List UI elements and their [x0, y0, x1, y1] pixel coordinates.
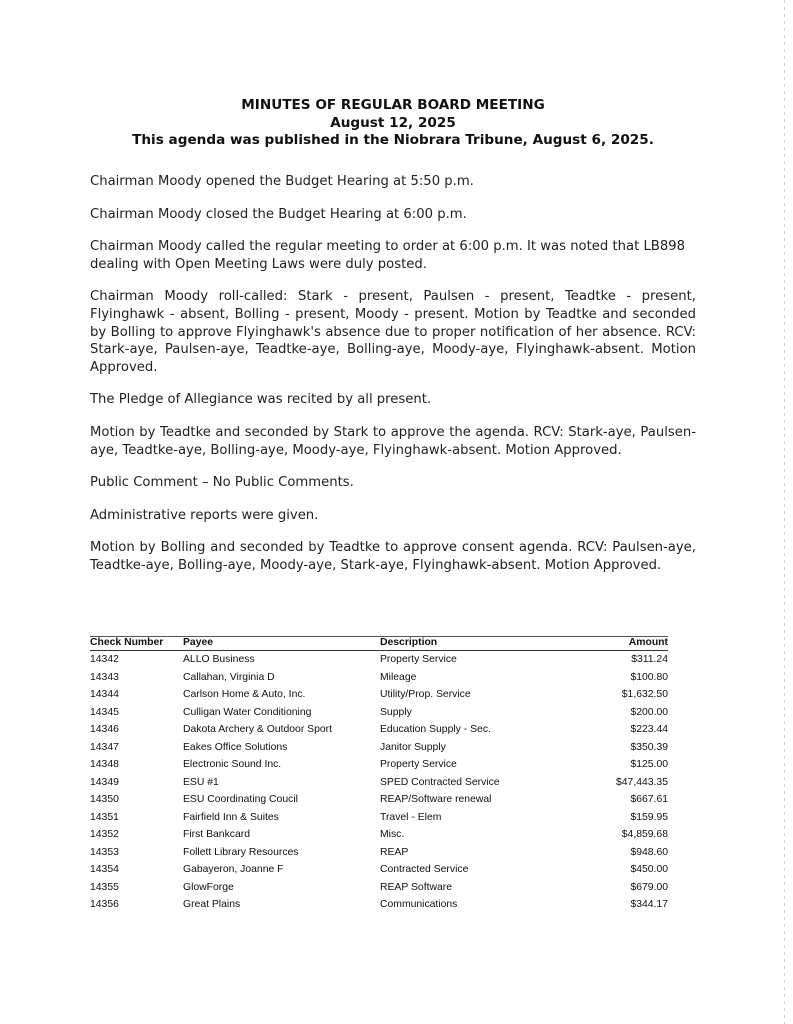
amount-cell: $344.17 [630, 899, 668, 911]
description-cell: Property Service [380, 654, 457, 666]
payee-cell: Culligan Water Conditioning [183, 706, 312, 718]
header-amount: Amount [580, 637, 668, 651]
payee-cell: Great Plains [183, 899, 241, 911]
paragraph-budget-open: Chairman Moody opened the Budget Hearing at 5:50 p.m. [90, 174, 474, 189]
payee-cell: First Bankcard [183, 829, 250, 841]
amount-cell: $679.00 [630, 881, 668, 893]
description-cell: Supply [380, 706, 412, 718]
table-row [90, 879, 668, 897]
paragraph-pledge: The Pledge of Allegiance was recited by all present. [90, 392, 432, 408]
amount-cell: $47,443.35 [615, 776, 668, 788]
check-number-cell: 14349 [90, 776, 119, 788]
header-description: Description [380, 637, 580, 651]
table-row [90, 756, 668, 774]
paragraph-admin-reports: Administrative reports were given. [90, 507, 319, 523]
payee-cell: Callahan, Virginia D [183, 671, 275, 683]
check-number-cell: 14346 [90, 724, 119, 736]
description-cell: Property Service [380, 759, 457, 771]
payee-cell: ESU Coordinating Coucil [183, 794, 298, 806]
table-row [90, 704, 668, 722]
check-number-cell: 14354 [90, 864, 119, 876]
description-cell: Communications [380, 899, 458, 911]
publication-notice: This agenda was published in the Niobrara Tribune, August 6, 2025. [132, 132, 654, 148]
description-cell: Mileage [380, 671, 417, 683]
paragraph-roll-call: Chairman Moody roll-called: Stark - present, Paulsen - present, Teadtke - present, Flyinghawk - absent, Bolling - present, Moody - present. Motion by Teadtke and seconded by Bolling to approve Flyinghawk's absence due to proper notification of her absence. RCV: Stark-aye, Paulsen-aye, Teadtke-aye, Bolling-aye, Moody-aye, Flyinghawk-absent. Motion Approved. [90, 289, 696, 375]
payee-cell: GlowForge [183, 881, 234, 893]
table-row [90, 844, 668, 862]
description-cell: Travel - Elem [380, 811, 442, 823]
check-number-cell: 14344 [90, 689, 119, 701]
description-cell: Janitor Supply [380, 741, 446, 753]
amount-cell: $450.00 [630, 864, 668, 876]
minutes-body [90, 173, 696, 590]
document-heading [90, 97, 696, 150]
description-cell: REAP [380, 846, 409, 858]
amount-cell: $667.61 [630, 794, 668, 806]
paragraph-public-comment: Public Comment – No Public Comments. [90, 475, 354, 491]
description-cell: Misc. [380, 829, 405, 841]
description-cell: REAP/Software renewal [380, 794, 492, 806]
check-number-cell: 14355 [90, 881, 119, 893]
paragraph-budget-close: Chairman Moody closed the Budget Hearing at 6:00 p.m. [90, 206, 467, 222]
check-number-cell: 14345 [90, 706, 119, 718]
amount-cell: $100.80 [630, 671, 668, 683]
amount-cell: $1,632.50 [621, 689, 668, 701]
paragraph-consent-agenda: Motion by Bolling and seconded by Teadtke to approve consent agenda. RCV: Paulsen-aye, Teadtke-aye, Bolling-aye, Moody-aye, Stark-aye, Flyinghawk-absent. Motion Approved. [90, 540, 696, 573]
table-row [90, 809, 668, 827]
scan-edge-line [784, 0, 785, 1024]
amount-cell: $350.39 [630, 741, 668, 753]
table-row [90, 861, 668, 879]
description-cell: Utility/Prop. Service [380, 689, 471, 701]
payee-cell: Dakota Archery & Outdoor Sport [183, 724, 333, 736]
check-number-cell: 14343 [90, 671, 119, 683]
paragraph-call-to-order: Chairman Moody called the regular meeting to order at 6:00 p.m. It was noted that LB898 dealing with Open Meeting Laws were duly posted. [90, 239, 686, 272]
check-number-cell: 14342 [90, 654, 119, 666]
payee-cell: Eakes Office Solutions [183, 741, 288, 753]
amount-cell: $311.24 [631, 654, 668, 666]
amount-cell: $223.44 [630, 724, 668, 736]
check-number-cell: 14352 [90, 829, 119, 841]
table-row [90, 826, 668, 844]
table-row [90, 651, 668, 669]
payee-cell: Follett Library Resources [183, 846, 299, 858]
amount-cell: $200.00 [630, 706, 668, 718]
amount-cell: $125.00 [630, 759, 668, 771]
check-number-cell: 14351 [90, 811, 119, 823]
checks-table [90, 636, 668, 914]
payee-cell: ESU #1 [183, 776, 219, 788]
payee-cell: Fairfield Inn & Suites [183, 811, 279, 823]
payee-cell: ALLO Business [183, 654, 255, 666]
amount-cell: $159.95 [630, 811, 668, 823]
header-check-number: Check Number [90, 637, 183, 651]
header-payee: Payee [183, 637, 380, 651]
table-row [90, 669, 668, 687]
document-title: MINUTES OF REGULAR BOARD MEETING [241, 97, 545, 113]
payee-cell: Gabayeron, Joanne F [183, 864, 284, 876]
table-row [90, 896, 668, 914]
amount-cell: $948.60 [630, 846, 668, 858]
meeting-date: August 12, 2025 [330, 114, 456, 131]
description-cell: SPED Contracted Service [380, 776, 500, 788]
checks-table-body [90, 651, 668, 914]
check-number-cell: 14356 [90, 899, 119, 911]
table-row [90, 774, 668, 792]
check-number-cell: 14348 [90, 759, 119, 771]
table-row [90, 686, 668, 704]
description-cell: REAP Software [380, 881, 452, 893]
table-row [90, 791, 668, 809]
payee-cell: Carlson Home & Auto, Inc. [183, 689, 306, 701]
table-row [90, 739, 668, 757]
table-header-row [90, 637, 668, 651]
check-number-cell: 14347 [90, 741, 119, 753]
description-cell: Education Supply - Sec. [380, 724, 491, 736]
check-number-cell: 14350 [90, 794, 119, 806]
amount-cell: $4,859.68 [621, 829, 668, 841]
check-number-cell: 14353 [90, 846, 119, 858]
payee-cell: Electronic Sound Inc. [183, 759, 282, 771]
paragraph-agenda-approval: Motion by Teadtke and seconded by Stark to approve the agenda. RCV: Stark-aye, Paulsen-aye, Teadtke-aye, Bolling-aye, Moody-aye, Flyinghawk-absent. Motion Approved. [90, 424, 696, 458]
description-cell: Contracted Service [380, 864, 469, 876]
table-row [90, 721, 668, 739]
